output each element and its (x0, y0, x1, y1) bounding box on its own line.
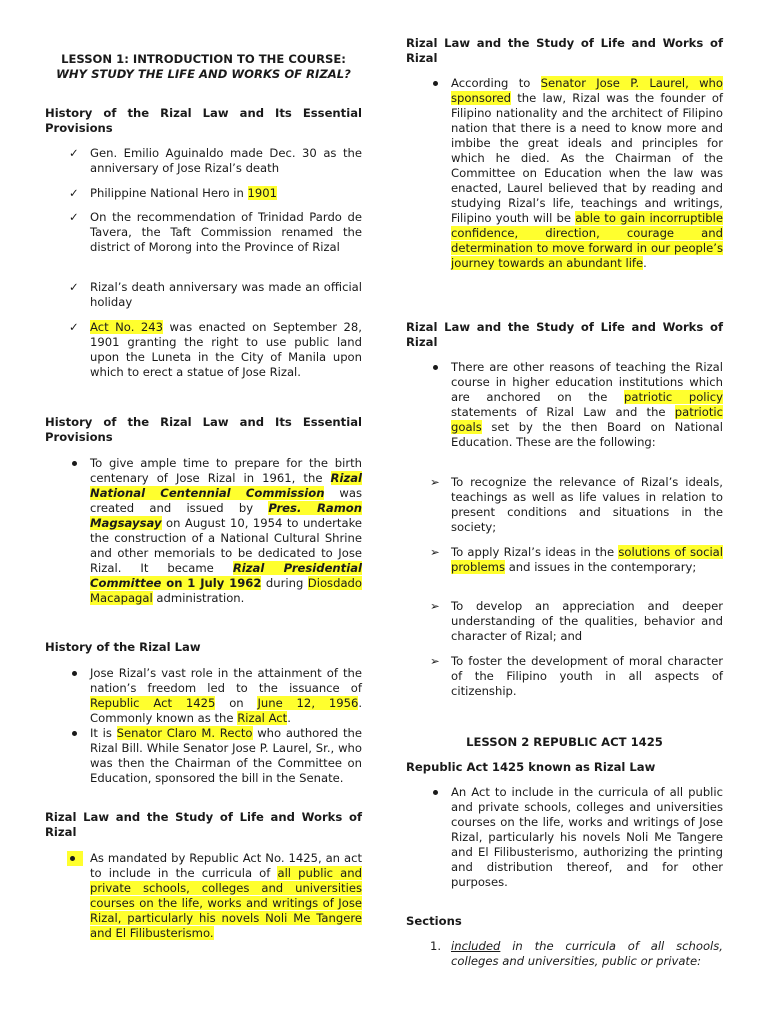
section-heading: History of the Rizal Law (45, 640, 201, 654)
checkmark-icon: ✓ (69, 146, 79, 160)
sections-heading: Sections (406, 914, 462, 928)
arrow-item: ➢ To recognize the relevance of Rizal’s ideals, teachings as well as life values in relation to present conditions and situations in the society; (430, 475, 723, 534)
section-heading: Republic Act 1425 known as Rizal Law (406, 760, 656, 774)
bullet-item: As mandated by Republic Act No. 1425, an act to include in the curricula of all public and private schools, colleges and universities courses on the life, works and writings of Jose Rizal, particularly his novels Noli Me Tangere and El Filibusterismo. (45, 851, 362, 941)
checkmark-icon: ✓ (69, 210, 79, 224)
lesson-title: LESSON 1: INTRODUCTION TO THE COURSE: (61, 52, 346, 66)
arrow-item: ➢ To apply Rizal’s ideas in the solutions of social problems and issues in the contemporary; (430, 545, 723, 574)
checkmark-icon: ✓ (69, 320, 79, 334)
bullet-item: According to Senator Jose P. Laurel, who sponsored the law, Rizal was the founder of Filipino nationality and the architect of Filipino nation that there is a need to know more and imbibe the great ideals and principles for which he died. As the Chairman of the Committee on Education when the law was enacted, Laurel believed that by reading and studying Rizal’s life, teachings and writings, Filipino youth will be able to gain incorruptible confidence, direction, courage and determination to move forward in our people’s journey towards an abundant life. (451, 76, 723, 270)
section-heading: Rizal Law and the Study of Life and Works of Rizal (406, 36, 723, 65)
checkmark-icon: ✓ (69, 186, 79, 200)
bullet-item: It is Senator Claro M. Recto who authored the Rizal Bill. While Senator Jose P. Laurel, Sr., who was then the Chairman of the Committee on Education, sponsored the bill in the Senate. (90, 726, 362, 785)
bullet-item: An Act to include in the curricula of all public and private schools, colleges and universities courses on the life, works and writings of Jose Rizal, particularly his novels Noli Me Tangere and El Filibusterismo, authorizing the printing and distribution thereof, and for other purposes. (451, 785, 723, 889)
bullet-item: There are other reasons of teaching the Rizal course in higher education institutions which are anchored on the patriotic policy statements of Rizal Law and the patriotic goals set by the then Board on National Education. These are the following: (451, 360, 723, 449)
check-item: ✓ Act No. 243 was enacted on September 28, 1901 granting the right to use public land upon the Luneta in the City of Manila upon which to erect a statue of Jose Rizal. (69, 320, 362, 379)
arrow-item: ➢ To foster the development of moral character of the Filipino youth in all aspects of citizenship. (430, 654, 723, 698)
checkmark-icon: ✓ (69, 280, 79, 294)
lesson-2-title: LESSON 2 REPUBLIC ACT 1425 (466, 735, 663, 749)
item-number: 1. (430, 939, 442, 953)
bullet-icon (67, 851, 83, 866)
arrow-icon: ➢ (430, 545, 440, 559)
section-heading: History of the Rizal Law and Its Essential Provisions (45, 106, 362, 135)
numbered-item: 1. included in the curricula of all schools, colleges and universities, public or private: (430, 939, 723, 968)
arrow-icon: ➢ (430, 599, 440, 613)
arrow-icon: ➢ (430, 475, 440, 489)
check-item: ✓ On the recommendation of Trinidad Pardo de Tavera, the Taft Commission renamed the district of Morong into the Province of Rizal (69, 210, 362, 254)
arrow-item: ➢ To develop an appreciation and deeper understanding of the qualities, behavior and character of Rizal; and (430, 599, 723, 643)
check-item: ✓ Rizal’s death anniversary was made an official holiday (69, 280, 362, 309)
bullet-item: To give ample time to prepare for the birth centenary of Jose Rizal in 1961, the Rizal National Centennial Commission was created and issued by Pres. Ramon Magsaysay on August 10, 1954 to undertake the construction of a National Cultural Shrine and other memorials to be dedicated to Jose Rizal. It became Rizal Presidential Committee on 1 July 1962 during Diosdado Macapagal administration. (90, 456, 363, 605)
lesson-subtitle: WHY STUDY THE LIFE AND WORKS OF RIZAL? (56, 67, 351, 81)
section-heading: Rizal Law and the Study of Life and Works of Rizal (45, 810, 362, 839)
check-item: ✓ Philippine National Hero in 1901 (69, 186, 278, 200)
section-heading: Rizal Law and the Study of Life and Works of Rizal (406, 320, 723, 349)
bullet-item: Jose Rizal’s vast role in the attainment of the nation’s freedom led to the issuance of Republic Act 1425 on June 12, 1956. Commonly known as the Rizal Act. (90, 666, 363, 725)
arrow-icon: ➢ (430, 654, 440, 668)
section-heading: History of the Rizal Law and Its Essential Provisions (45, 415, 362, 444)
check-item: ✓ Gen. Emilio Aguinaldo made Dec. 30 as the anniversary of Jose Rizal’s death (69, 146, 362, 175)
